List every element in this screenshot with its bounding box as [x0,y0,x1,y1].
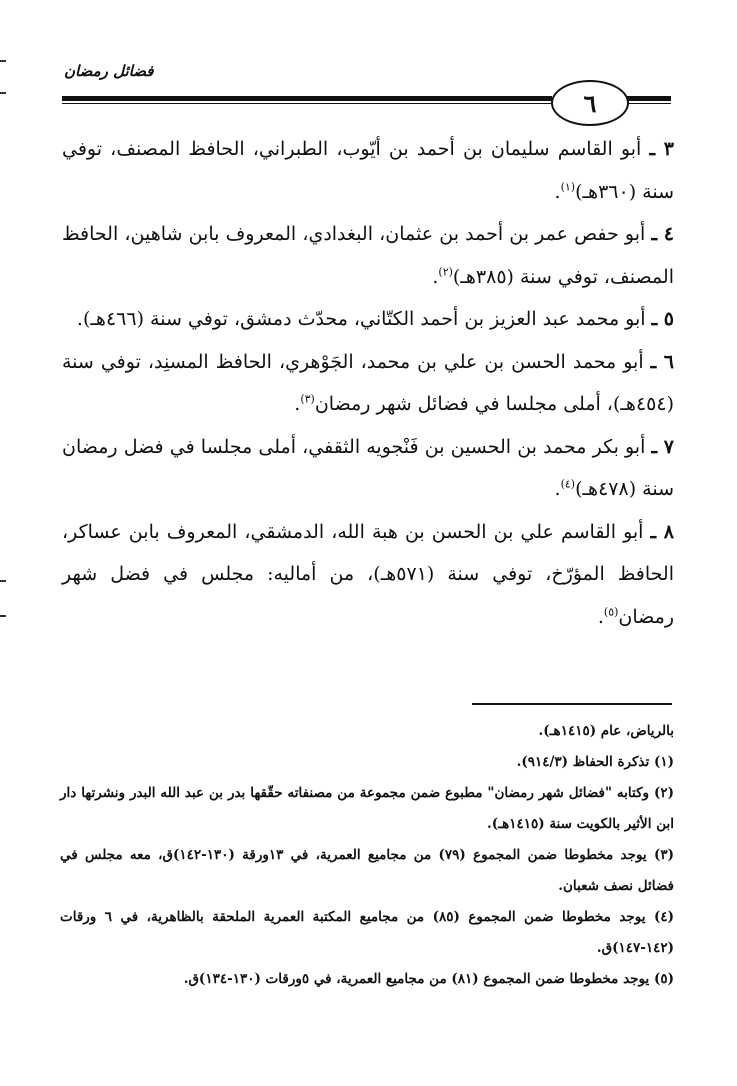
footnote-ref: (٤) [560,477,576,491]
item-number: ٣ ـ [649,138,674,160]
header-rule-right-thin [625,103,671,104]
footnote: (١) تذكرة الحفاظ (٩١٤/٣). [516,754,674,770]
footnote: (٢) وكتابه "فضائل شهر رمضان" مطبوع ضمن مجموعة من مصنفاته حقّقها بدر بن عبد الله البدر ونشرتها دار ابن الأثير بالكويت سنة (١٤١٥هـ). [60,785,674,832]
margin-mark [0,615,6,617]
item-number: ٥ ـ [651,308,674,330]
header-rule [62,96,552,101]
footnote: (٤) يوجد مخطوطا ضمن المجموع (٨٥) من مجاميع المكتبة العمرية الملحقة بالظاهرية، في ٦ ورقات (١٤٢-١٤٧)ق. [60,909,675,956]
biography-item [62,298,674,341]
item-text: أبو محمد عبد العزيز بن أحمد الكتّاني، محدّث دمشق، توفي سنة (٤٦٦هـ). [76,308,646,330]
margin-mark [0,60,6,62]
biography-item [62,511,674,639]
margin-mark [0,580,6,582]
item-end: . [554,478,561,500]
item-text: أبو حفص عمر بن أحمد بن عثمان، البغدادي، المعروف بابن شاهين، الحافظ المصنف، توفي سنة (٣٨٥هـ) [62,223,674,288]
item-number: ٦ ـ [650,350,674,373]
biography-item [62,341,674,426]
item-number: ٤ ـ [651,223,674,245]
footnote-ref: (٣) [300,392,315,406]
footnote-ref: (١) [560,180,576,194]
footnote-ref: (٥) [603,605,619,619]
footnote: (٥) يوجد مخطوطا ضمن المجموع (٨١) من مجاميع العمرية، في ٥ورقات (١٣٠-١٣٤)ق. [183,971,674,987]
main-text [62,128,674,638]
item-end: . [432,265,439,288]
item-end: . [597,605,604,628]
item-text: أبو القاسم سليمان بن أحمد بن أيّوب، الطبراني، الحافظ المصنف، توفي سنة (٣٦٠هـ) [62,138,674,203]
footnotes [60,716,674,995]
header-rule-right [625,96,671,101]
item-text: أبو بكر محمد بن الحسين بن فَنْجويه الثقفي، أملى مجلسا في فضل رمضان سنة (٤٧٨هـ) [62,435,674,500]
biography-item [62,128,674,213]
item-number: ٧ ـ [651,435,675,458]
item-number: ٨ ـ [650,520,674,543]
biography-item [62,426,674,511]
footnote: بالرياض، عام (١٤١٥هـ). [538,723,674,739]
item-text: أبو محمد الحسن بن علي بن محمد، الجَوْهري، الحافظ المسنِد، توفي سنة (٤٥٤هـ)، أملى مجلسا في فضائل شهر رمضان [62,350,674,415]
footnote-ref: (٢) [438,265,453,279]
biography-item [62,213,674,298]
item-end: . [554,180,561,203]
footnote-separator [472,703,672,705]
page-number: ٦ [551,80,629,126]
margin-mark [0,92,6,94]
running-header-title: فضائل رمضان [64,62,154,80]
item-end: . [294,393,301,415]
footnote: (٣) يوجد مخطوطا ضمن المجموع (٧٩) من مجاميع العمرية، في ١٣ورقة (١٣٠-١٤٢)ق، معه مجلس في فضائل نصف شعبان. [60,847,674,894]
header-rule-thin [62,103,552,104]
item-text: أبو القاسم علي بن الحسن بن هبة الله، الدمشقي، المعروف بابن عساكر، الحافظ المؤرّخ، توفي سنة (٥٧١هـ)، من أماليه: مجلس في فضل شهر رمضان [62,520,674,628]
